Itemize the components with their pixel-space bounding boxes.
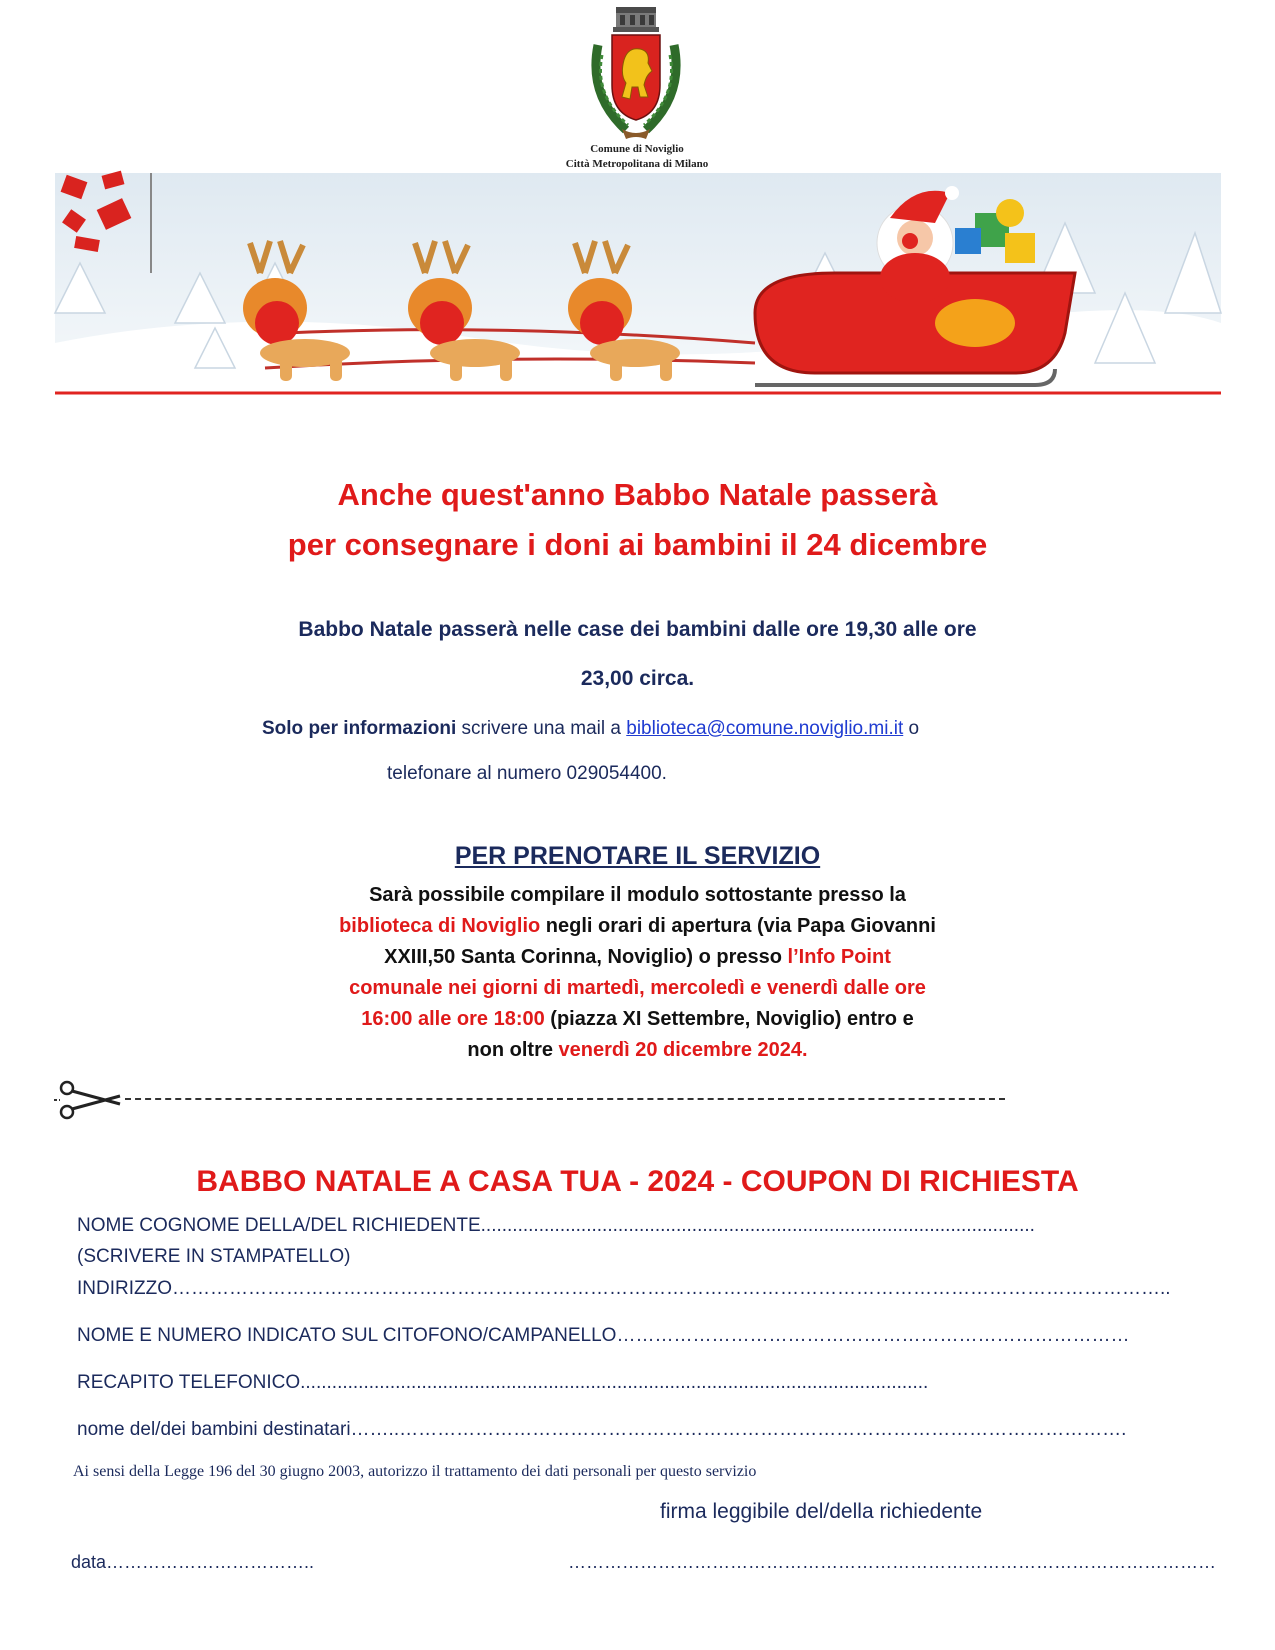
info-line [262,718,919,740]
christmas-banner [55,173,1221,395]
schedule-line-2: 23,00 circa. [580,667,695,690]
intercom-field[interactable]: NOME E NUMERO INDICATO SUL CITOFONO/CAMPANELLO……………………………………………………………………… [77,1325,1130,1346]
headline-line-2: per consegnare i doni ai bambini il 24 dicembre [287,527,988,562]
info-point-name: l’Info Point [787,946,891,968]
name-field-note: (SCRIVERE IN STAMPATELLO) [77,1246,351,1267]
info-prefix: Solo per informazioni [262,718,457,739]
signature-field[interactable]: ……………………………………………………………………………………………… [568,1552,1216,1572]
email-link[interactable]: biblioteca@comune.noviglio.mi.it [626,718,904,739]
booking-line: non oltre venerdì 20 dicembre 2024. [467,1039,808,1061]
date-field[interactable]: data…………………………….. [71,1552,315,1572]
scissors-icon [54,1080,124,1120]
schedule-line-1: Babbo Natale passerà nelle case dei bambini dalle ore 19,30 alle ore [298,618,977,641]
booking-line: biblioteca di Noviglio negli orari di apertura (via Papa Giovanni [339,915,936,937]
booking-line: 16:00 alle ore 18:00 (piazza XI Settembre, Noviglio) entro e [361,1008,914,1030]
booking-line: Sarà possibile compilare il modulo sottostante presso la [369,884,906,906]
booking-text [260,880,1015,1066]
booking-line: XXIII,50 Santa Corinna, Noviglio) o presso l’Info Point [384,946,891,968]
signature-label: firma leggibile del/della richiedente [660,1500,983,1523]
booking-hours: 16:00 alle ore 18:00 [361,1008,545,1030]
info-text: scrivere una mail a [456,718,627,739]
municipal-crest-icon [586,5,686,142]
booking-title: PER PRENOTARE IL SERVIZIO [454,842,821,870]
region-name: Città Metropolitana di Milano [565,158,709,170]
name-field[interactable]: NOME COGNOME DELLA/DEL RICHIEDENTE......................................................................................................... [77,1215,1035,1236]
coupon-title: BABBO NATALE A CASA TUA - 2024 - COUPON DI RICHIESTA [196,1165,1079,1198]
info-suffix: o [903,718,920,739]
booking-deadline: venerdì 20 dicembre 2024 [558,1039,803,1061]
privacy-consent: Ai sensi della Legge 196 del 30 giugno 2003, autorizzo il trattamento dei dati personali per questo servizio [73,1463,757,1480]
municipality-name: Comune di Noviglio [590,143,684,155]
booking-days: comunale nei giorni di martedì, mercoledì e venerdì dalle ore [349,977,926,999]
cut-line [125,1098,1005,1100]
headline-line-1: Anche quest'anno Babbo Natale passerà [337,477,938,512]
library-name: biblioteca di Noviglio [339,915,541,937]
phone-line: telefonare al numero 029054400. [387,763,667,784]
phone-field[interactable]: RECAPITO TELEFONICO....................................................................................................................... [77,1372,929,1393]
children-field[interactable]: nome del/dei bambini destinatari……..……………………………………………………………………………………………………. [77,1419,1127,1440]
address-field[interactable]: INDIRIZZO………………………………………………………………………………………………………………………………………….. [77,1278,1171,1299]
